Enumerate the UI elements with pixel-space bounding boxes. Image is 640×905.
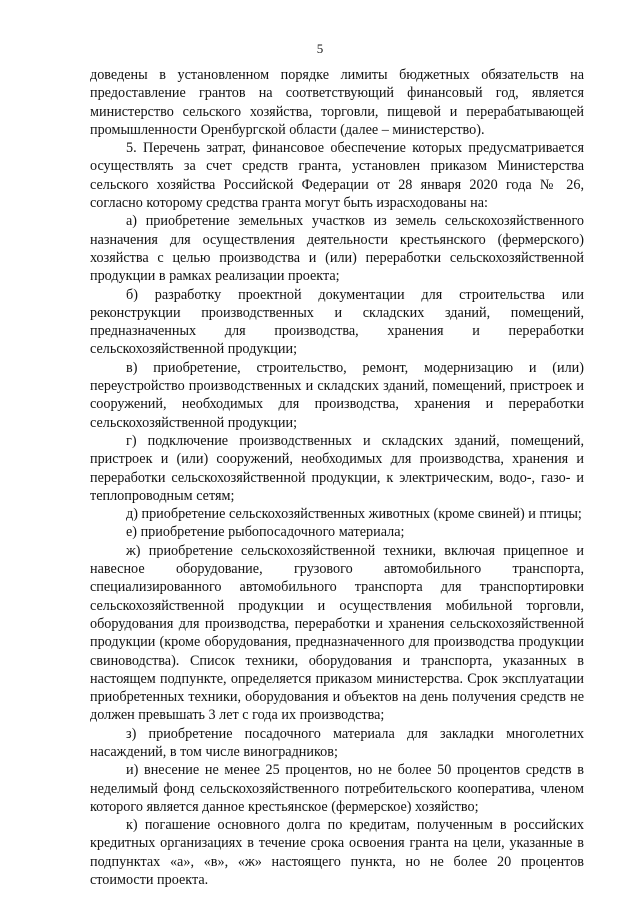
list-item-d: д) приобретение сельскохозяйственных животных (кроме свиней) и птицы;	[126, 506, 582, 523]
list-item-zh: ж) приобретение сельскохозяйственной техники, включая прицепное и навесное оборудование, грузового автомобильного транспорта, специализированного автомобильного транспорта для транспортировки сельскохозяйственной продукции и осуществления мобильной торговли, оборудования для производства, переработки и хранения сельскохозяйственной продукции (кроме оборудования, предназначенного для производства продукции свиноводства). Список техники, оборудования и транспорта, указанных в настоящем подпункте, определяется приказом министерства. Срок эксплуатации приобретенных техники, оборудования и объектов на день получения средств не должен превышать 3 лет с года их производства;	[90, 542, 584, 724]
list-item-g: г) подключение производственных и складских зданий, помещений, пристроек и (или) сооружений, необходимых для производства, хранения и переработки сельскохозяйственной продукции, к электрическим, водо-, газо- и теплопроводным сетям;	[90, 432, 584, 504]
list-item-b: б) разработку проектной документации для строительства или реконструкции производственных и складских зданий, помещений, предназначенных для производства, хранения и переработки сельскохозяйственной продукции;	[90, 286, 584, 358]
list-item-k: к) погашение основного долга по кредитам, полученным в российских кредитных организациях в течение срока освоения гранта на цели, указанные в подпунктах «а», «в», «ж» настоящего пункта, но не более 20 процентов стоимости проекта.	[90, 817, 584, 889]
list-item-a: а) приобретение земельных участков из земель сельскохозяйственного назначения для осуществления деятельности крестьянского (фермерского) хозяйства с целью производства и (или) переработки сельскохозяйственной продукции в рамках реализации проекта;	[90, 213, 584, 285]
list-item-i: и) внесение не менее 25 процентов, но не более 50 процентов средств в неделимый фонд сельскохозяйственного потребительского кооператива, членом которого является данное крестьянское (фермерское) хозяйство;	[90, 762, 584, 815]
list-item-e: е) приобретение рыбопосадочного материала;	[126, 524, 405, 541]
paragraph-item-5: 5. Перечень затрат, финансовое обеспечение которых предусматривается осуществлять за счет средств гранта, установлен приказом Министерства сельского хозяйства Российской Федерации от 28 января 2020 года № 26, согласно которому средства гранта могут быть израсходованы на:	[90, 140, 584, 212]
paragraph-continuation: доведены в установленном порядке лимиты бюджетных обязательств на предоставление грантов на соответствующий финансовый год, является министерство сельского хозяйства, торговли, пищевой и перерабатывающей промышленности Оренбургской области (далее – министерство).	[90, 67, 584, 138]
page-number: 5	[316, 41, 324, 56]
list-item-v: в) приобретение, строительство, ремонт, модернизацию и (или) переустройство производственных и складских зданий, помещений, пристроек и сооружений, необходимых для производства, хранения и переработки сельскохозяйственной продукции;	[90, 359, 584, 431]
document-body	[90, 66, 584, 889]
list-item-z: з) приобретение посадочного материала для закладки многолетних насаждений, в том числе виноградников;	[90, 725, 584, 760]
